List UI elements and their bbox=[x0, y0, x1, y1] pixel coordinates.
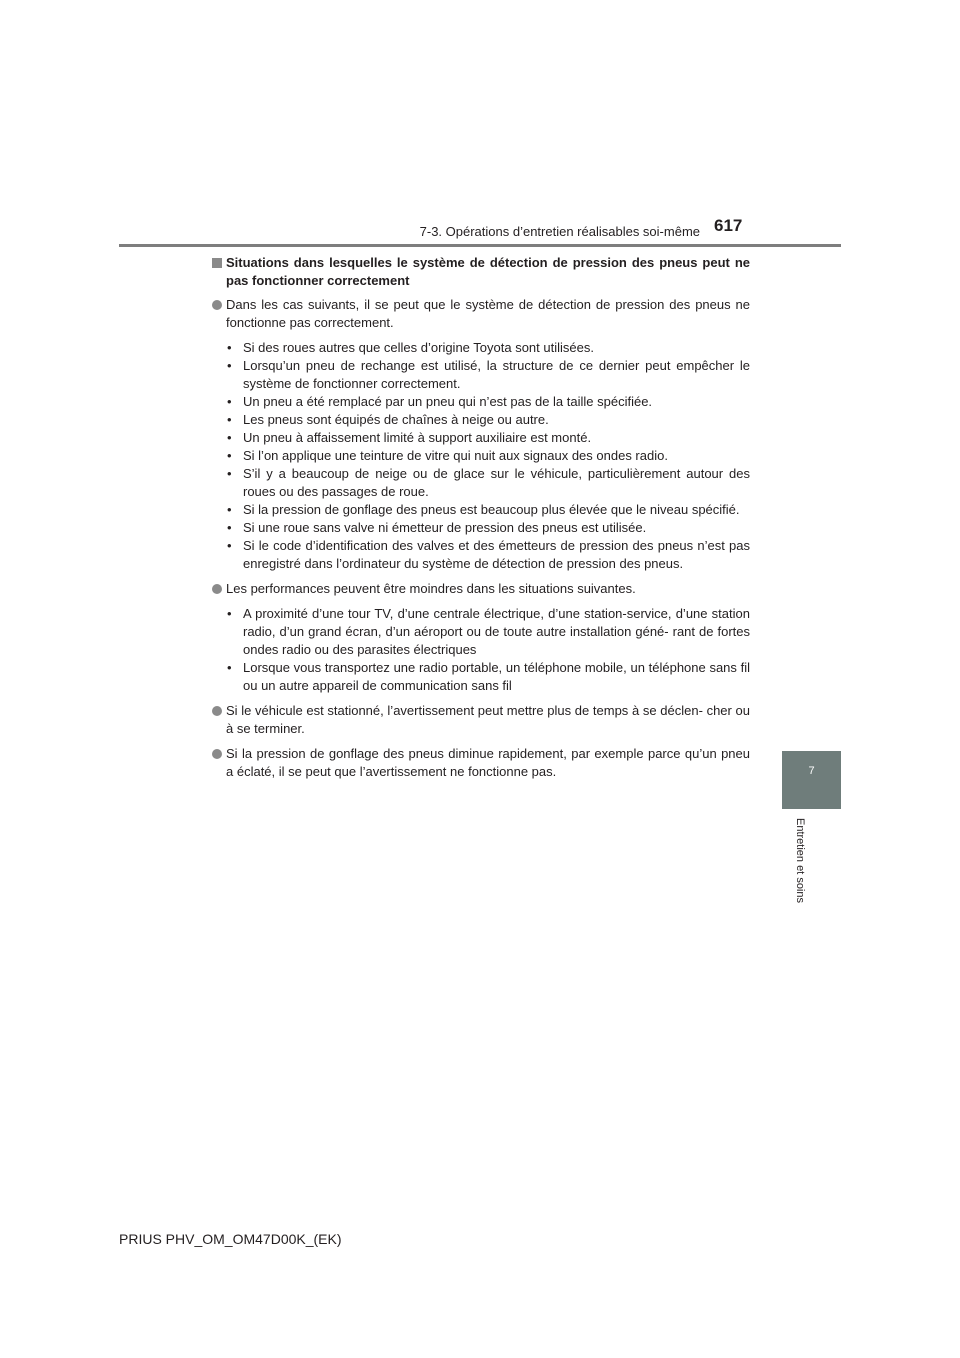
list-item bbox=[212, 702, 750, 738]
list-item-text: Si le véhicule est stationné, l’avertissement peut mettre plus de temps à se déclen- cher ou à se terminer. bbox=[226, 703, 750, 736]
section-title: 7-3. Opérations d’entretien réalisables soi-même bbox=[419, 224, 700, 239]
sub-list-item-text: A proximité d’une tour TV, d’une centrale électrique, d’une station-service, d’une station radio, d’un grand écran, d’un aéroport ou de toute autre installation géné- rant de fortes ondes radio ou des parasites électriques bbox=[243, 606, 750, 657]
dot-bullet-icon: • bbox=[227, 538, 232, 553]
sub-list-item-text: Si la pression de gonflage des pneus est beaucoup plus élevée que le niveau spécifié. bbox=[243, 502, 740, 517]
sub-list-item bbox=[226, 393, 750, 411]
sub-list-item bbox=[226, 519, 750, 537]
circle-bullet-icon bbox=[212, 300, 222, 310]
dot-bullet-icon: • bbox=[227, 466, 232, 481]
sub-list-item-text: Un pneu à affaissement limité à support auxiliaire est monté. bbox=[243, 430, 592, 445]
list-item-text: Les performances peuvent être moindres dans les situations suivantes. bbox=[226, 581, 636, 596]
section-heading bbox=[212, 254, 750, 290]
sub-list-item-text: Les pneus sont équipés de chaînes à neige ou autre. bbox=[243, 412, 549, 427]
dot-bullet-icon: • bbox=[227, 448, 232, 463]
list-item-text: Dans les cas suivants, il se peut que le système de détection de pression des pneus ne fonctionne pas correctement. bbox=[226, 297, 750, 330]
sub-list-item-text: Si le code d’identification des valves et des émetteurs de pression des pneus n’est pas enregistré dans l’ordinateur du système de détection de pression des pneus. bbox=[243, 538, 750, 571]
sub-list-item bbox=[226, 429, 750, 447]
header-rule bbox=[119, 244, 841, 247]
sub-list-item-text: Si une roue sans valve ni émetteur de pression des pneus est utilisée. bbox=[243, 520, 647, 535]
sub-list-item-text: Lorsqu’un pneu de rechange est utilisé, la structure de ce dernier peut empêcher le système de fonctionner correctement. bbox=[243, 358, 750, 391]
circle-bullet-icon bbox=[212, 749, 222, 759]
sub-list bbox=[212, 605, 750, 695]
sub-list-item bbox=[226, 447, 750, 465]
dot-bullet-icon: • bbox=[227, 412, 232, 427]
sub-list-item bbox=[226, 339, 750, 357]
dot-bullet-icon: • bbox=[227, 606, 232, 621]
dot-bullet-icon: • bbox=[227, 358, 232, 373]
sub-list-item bbox=[226, 465, 750, 501]
dot-bullet-icon: • bbox=[227, 502, 232, 517]
dot-bullet-icon: • bbox=[227, 520, 232, 535]
section-heading-text: Situations dans lesquelles le système de détection de pression des pneus peut ne pas fonctionner correctement bbox=[226, 255, 750, 288]
sub-list-item bbox=[226, 659, 750, 695]
chapter-tab bbox=[782, 751, 841, 809]
chapter-number: 7 bbox=[808, 765, 815, 777]
list-item bbox=[212, 745, 750, 781]
list-item bbox=[212, 580, 750, 598]
page-number: 617 bbox=[714, 216, 743, 235]
sub-list-item-text: S’il y a beaucoup de neige ou de glace sur le véhicule, particulièrement autour des roues ou des passages de roue. bbox=[243, 466, 750, 499]
list-item bbox=[212, 296, 750, 332]
sub-list-item bbox=[226, 357, 750, 393]
sub-list-item bbox=[226, 501, 750, 519]
sub-list-item bbox=[226, 537, 750, 573]
dot-bullet-icon: • bbox=[227, 340, 232, 355]
item-list bbox=[212, 296, 750, 781]
sub-list-item-text: Si des roues autres que celles d’origine Toyota sont utilisées. bbox=[243, 340, 594, 355]
dot-bullet-icon: • bbox=[227, 660, 232, 675]
chapter-label: Entretien et soins bbox=[794, 818, 806, 903]
circle-bullet-icon bbox=[212, 706, 222, 716]
dot-bullet-icon: • bbox=[227, 430, 232, 445]
model-code: PRIUS PHV_OM_OM47D00K_(EK) bbox=[119, 1231, 342, 1247]
sub-list-item bbox=[226, 411, 750, 429]
circle-bullet-icon bbox=[212, 584, 222, 594]
dot-bullet-icon: • bbox=[227, 394, 232, 409]
sub-list-item-text: Lorsque vous transportez une radio portable, un téléphone mobile, un téléphone sans fil ou un autre appareil de communication sans fil bbox=[243, 660, 750, 693]
square-bullet-icon bbox=[212, 258, 222, 268]
sub-list-item-text: Si l’on applique une teinture de vitre qui nuit aux signaux des ondes radio. bbox=[243, 448, 668, 463]
sub-list bbox=[212, 339, 750, 573]
list-item-text: Si la pression de gonflage des pneus diminue rapidement, par exemple parce qu’un pneu a éclaté, il se peut que l’avertissement ne fonctionne pas. bbox=[226, 746, 750, 779]
sub-list-item bbox=[226, 605, 750, 659]
main-content bbox=[212, 254, 750, 788]
sub-list-item-text: Un pneu a été remplacé par un pneu qui n’est pas de la taille spécifiée. bbox=[243, 394, 653, 409]
